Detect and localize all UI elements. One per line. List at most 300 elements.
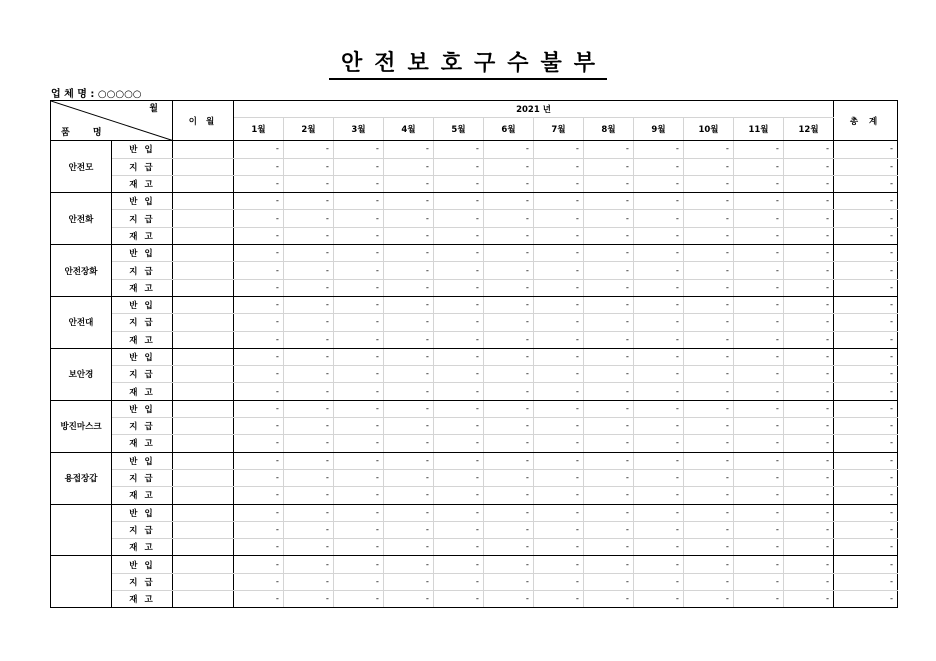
month-value-cell: - — [334, 141, 384, 158]
header-item-label: 품 명 — [61, 128, 112, 139]
month-value-cell: - — [584, 573, 634, 590]
total-cell: - — [834, 331, 898, 348]
month-value-cell: - — [684, 418, 734, 435]
month-value-cell: - — [334, 227, 384, 244]
month-value-cell: - — [634, 452, 684, 469]
month-value-cell: - — [734, 348, 784, 365]
month-value-cell: - — [234, 314, 284, 331]
month-value-cell: - — [434, 452, 484, 469]
month-value-cell: - — [584, 469, 634, 486]
table-row — [51, 591, 898, 608]
month-value-cell: - — [334, 418, 384, 435]
row-type-label: 재 고 — [112, 279, 173, 296]
month-value-cell: - — [584, 383, 634, 400]
month-value-cell: - — [434, 348, 484, 365]
month-value-cell: - — [584, 314, 634, 331]
month-value-cell: - — [484, 591, 534, 608]
table-row — [51, 141, 898, 158]
month-value-cell: - — [484, 227, 534, 244]
month-value-cell: - — [284, 193, 334, 210]
row-type-label: 지 급 — [112, 469, 173, 486]
month-value-cell: - — [684, 210, 734, 227]
month-value-cell: - — [734, 245, 784, 262]
month-value-cell: - — [434, 521, 484, 538]
month-value-cell: - — [784, 245, 834, 262]
month-value-cell: - — [434, 573, 484, 590]
month-value-cell: - — [284, 227, 334, 244]
month-value-cell: - — [684, 279, 734, 296]
item-name: 안전장화 — [51, 245, 112, 297]
table-row — [51, 573, 898, 590]
item-name: 안전모 — [51, 141, 112, 193]
month-value-cell: - — [584, 193, 634, 210]
month-value-cell: - — [434, 435, 484, 452]
month-value-cell: - — [684, 227, 734, 244]
month-value-cell: - — [384, 400, 434, 417]
month-value-cell: - — [734, 158, 784, 175]
month-value-cell: - — [784, 366, 834, 383]
month-value-cell: - — [634, 210, 684, 227]
month-value-cell: - — [434, 210, 484, 227]
header-month-12: 12월 — [784, 118, 834, 141]
month-value-cell: - — [484, 556, 534, 573]
month-value-cell: - — [384, 193, 434, 210]
table-row — [51, 296, 898, 313]
month-value-cell: - — [334, 210, 384, 227]
month-value-cell: - — [384, 521, 434, 538]
month-value-cell: - — [684, 435, 734, 452]
total-cell: - — [834, 435, 898, 452]
month-value-cell: - — [434, 366, 484, 383]
month-value-cell: - — [634, 175, 684, 192]
month-value-cell: - — [284, 539, 334, 556]
month-value-cell: - — [384, 469, 434, 486]
month-value-cell: - — [634, 573, 684, 590]
row-type-label: 지 급 — [112, 521, 173, 538]
month-value-cell: - — [534, 296, 584, 313]
total-cell: - — [834, 175, 898, 192]
month-value-cell: - — [334, 348, 384, 365]
month-value-cell: - — [384, 227, 434, 244]
month-value-cell: - — [384, 418, 434, 435]
month-value-cell: - — [434, 193, 484, 210]
month-value-cell: - — [534, 556, 584, 573]
month-value-cell: - — [534, 348, 584, 365]
item-name: 보안경 — [51, 348, 112, 400]
month-value-cell: - — [734, 521, 784, 538]
row-type-label: 지 급 — [112, 573, 173, 590]
month-value-cell: - — [384, 158, 434, 175]
carry-over-cell — [173, 158, 234, 175]
month-value-cell: - — [634, 539, 684, 556]
month-value-cell: - — [684, 556, 734, 573]
month-value-cell: - — [734, 227, 784, 244]
carry-over-cell — [173, 504, 234, 521]
month-value-cell: - — [534, 452, 584, 469]
month-value-cell: - — [384, 245, 434, 262]
carry-over-cell — [173, 487, 234, 504]
row-type-label: 지 급 — [112, 366, 173, 383]
total-cell: - — [834, 400, 898, 417]
table-row — [51, 487, 898, 504]
month-value-cell: - — [334, 573, 384, 590]
month-value-cell: - — [234, 469, 284, 486]
month-value-cell: - — [434, 279, 484, 296]
row-type-label: 반 입 — [112, 193, 173, 210]
month-value-cell: - — [234, 348, 284, 365]
month-value-cell: - — [334, 245, 384, 262]
month-value-cell: - — [634, 331, 684, 348]
month-value-cell: - — [784, 314, 834, 331]
month-value-cell: - — [334, 296, 384, 313]
month-value-cell: - — [534, 418, 584, 435]
page-title: 안전보호구수불부 — [0, 46, 936, 77]
month-value-cell: - — [234, 400, 284, 417]
total-cell: - — [834, 279, 898, 296]
total-cell: - — [834, 418, 898, 435]
month-value-cell: - — [334, 366, 384, 383]
month-value-cell: - — [634, 193, 684, 210]
month-value-cell: - — [284, 366, 334, 383]
month-value-cell: - — [534, 227, 584, 244]
month-value-cell: - — [384, 348, 434, 365]
total-cell: - — [834, 521, 898, 538]
month-value-cell: - — [434, 175, 484, 192]
month-value-cell: - — [434, 556, 484, 573]
header-month-label: 월 — [149, 104, 158, 114]
row-type-label: 재 고 — [112, 539, 173, 556]
month-value-cell: - — [784, 262, 834, 279]
month-value-cell: - — [534, 400, 584, 417]
month-value-cell: - — [334, 487, 384, 504]
month-value-cell: - — [484, 366, 534, 383]
month-value-cell: - — [284, 262, 334, 279]
company-name: 업 체 명 : ○○○○○ — [51, 89, 142, 100]
month-value-cell: - — [484, 245, 534, 262]
header-month-11: 11월 — [734, 118, 784, 141]
month-value-cell: - — [284, 452, 334, 469]
month-value-cell: - — [284, 418, 334, 435]
month-value-cell: - — [484, 435, 534, 452]
total-cell: - — [834, 366, 898, 383]
month-value-cell: - — [784, 418, 834, 435]
month-value-cell: - — [334, 193, 384, 210]
month-value-cell: - — [284, 141, 334, 158]
total-cell: - — [834, 469, 898, 486]
item-name: 방진마스크 — [51, 400, 112, 452]
month-value-cell: - — [734, 504, 784, 521]
month-value-cell: - — [684, 539, 734, 556]
month-value-cell: - — [584, 279, 634, 296]
month-value-cell: - — [434, 487, 484, 504]
month-value-cell: - — [684, 193, 734, 210]
month-value-cell: - — [384, 452, 434, 469]
month-value-cell: - — [584, 504, 634, 521]
carry-over-cell — [173, 418, 234, 435]
month-value-cell: - — [284, 279, 334, 296]
table-row — [51, 556, 898, 573]
month-value-cell: - — [534, 262, 584, 279]
month-value-cell: - — [434, 418, 484, 435]
total-cell: - — [834, 573, 898, 590]
month-value-cell: - — [784, 591, 834, 608]
month-value-cell: - — [584, 210, 634, 227]
header-month-7: 7월 — [534, 118, 584, 141]
row-type-label: 반 입 — [112, 141, 173, 158]
month-value-cell: - — [634, 504, 684, 521]
month-value-cell: - — [284, 296, 334, 313]
table-row — [51, 539, 898, 556]
month-value-cell: - — [634, 296, 684, 313]
month-value-cell: - — [434, 296, 484, 313]
month-value-cell: - — [584, 452, 634, 469]
month-value-cell: - — [784, 279, 834, 296]
month-value-cell: - — [784, 400, 834, 417]
row-type-label: 반 입 — [112, 504, 173, 521]
month-value-cell: - — [634, 435, 684, 452]
month-value-cell: - — [584, 331, 634, 348]
month-value-cell: - — [584, 539, 634, 556]
month-value-cell: - — [634, 591, 684, 608]
carry-over-cell — [173, 262, 234, 279]
header-month-8: 8월 — [584, 118, 634, 141]
month-value-cell: - — [634, 383, 684, 400]
table-row — [51, 314, 898, 331]
month-value-cell: - — [384, 296, 434, 313]
month-value-cell: - — [534, 573, 584, 590]
month-value-cell: - — [634, 400, 684, 417]
carry-over-cell — [173, 348, 234, 365]
month-value-cell: - — [734, 296, 784, 313]
month-value-cell: - — [484, 158, 534, 175]
month-value-cell: - — [334, 262, 384, 279]
month-value-cell: - — [634, 262, 684, 279]
table-row — [51, 210, 898, 227]
month-value-cell: - — [484, 296, 534, 313]
month-value-cell: - — [784, 556, 834, 573]
month-value-cell: - — [434, 314, 484, 331]
month-value-cell: - — [284, 245, 334, 262]
carry-over-cell — [173, 539, 234, 556]
month-value-cell: - — [684, 504, 734, 521]
month-value-cell: - — [484, 504, 534, 521]
header-corner — [51, 101, 173, 141]
month-value-cell: - — [584, 158, 634, 175]
header-month-10: 10월 — [684, 118, 734, 141]
carry-over-cell — [173, 435, 234, 452]
row-type-label: 지 급 — [112, 158, 173, 175]
month-value-cell: - — [234, 383, 284, 400]
month-value-cell: - — [484, 141, 534, 158]
month-value-cell: - — [734, 262, 784, 279]
row-type-label: 재 고 — [112, 487, 173, 504]
table-row — [51, 418, 898, 435]
month-value-cell: - — [384, 487, 434, 504]
month-value-cell: - — [334, 400, 384, 417]
month-value-cell: - — [484, 262, 534, 279]
month-value-cell: - — [384, 262, 434, 279]
month-value-cell: - — [234, 521, 284, 538]
month-value-cell: - — [534, 245, 584, 262]
month-value-cell: - — [234, 331, 284, 348]
table-row — [51, 193, 898, 210]
month-value-cell: - — [234, 227, 284, 244]
month-value-cell: - — [684, 487, 734, 504]
month-value-cell: - — [634, 227, 684, 244]
month-value-cell: - — [534, 521, 584, 538]
month-value-cell: - — [634, 279, 684, 296]
carry-over-cell — [173, 556, 234, 573]
month-value-cell: - — [534, 193, 584, 210]
total-cell: - — [834, 487, 898, 504]
month-value-cell: - — [784, 296, 834, 313]
month-value-cell: - — [534, 539, 584, 556]
row-type-label: 반 입 — [112, 452, 173, 469]
total-cell: - — [834, 193, 898, 210]
month-value-cell: - — [684, 245, 734, 262]
month-value-cell: - — [584, 227, 634, 244]
month-value-cell: - — [284, 573, 334, 590]
month-value-cell: - — [384, 279, 434, 296]
month-value-cell: - — [384, 539, 434, 556]
month-value-cell: - — [234, 435, 284, 452]
month-value-cell: - — [384, 573, 434, 590]
month-value-cell: - — [784, 539, 834, 556]
carry-over-cell — [173, 452, 234, 469]
month-value-cell: - — [634, 314, 684, 331]
total-cell: - — [834, 262, 898, 279]
total-cell: - — [834, 383, 898, 400]
total-cell: - — [834, 141, 898, 158]
carry-over-cell — [173, 279, 234, 296]
month-value-cell: - — [284, 487, 334, 504]
carry-over-cell — [173, 314, 234, 331]
table-row — [51, 331, 898, 348]
month-value-cell: - — [234, 296, 284, 313]
header-month-3: 3월 — [334, 118, 384, 141]
total-cell: - — [834, 539, 898, 556]
month-value-cell: - — [334, 504, 384, 521]
table-row — [51, 158, 898, 175]
row-type-label: 반 입 — [112, 296, 173, 313]
month-value-cell: - — [784, 331, 834, 348]
carry-over-cell — [173, 331, 234, 348]
month-value-cell: - — [284, 556, 334, 573]
month-value-cell: - — [434, 383, 484, 400]
month-value-cell: - — [234, 193, 284, 210]
carry-over-cell — [173, 591, 234, 608]
month-value-cell: - — [584, 487, 634, 504]
month-value-cell: - — [234, 418, 284, 435]
row-type-label: 반 입 — [112, 556, 173, 573]
month-value-cell: - — [484, 418, 534, 435]
month-value-cell: - — [334, 314, 384, 331]
month-value-cell: - — [434, 400, 484, 417]
row-type-label: 재 고 — [112, 435, 173, 452]
month-value-cell: - — [434, 504, 484, 521]
month-value-cell: - — [484, 400, 534, 417]
total-cell: - — [834, 348, 898, 365]
month-value-cell: - — [384, 591, 434, 608]
month-value-cell: - — [784, 348, 834, 365]
month-value-cell: - — [334, 175, 384, 192]
month-value-cell: - — [534, 158, 584, 175]
header-carry-over: 이 월 — [173, 101, 234, 141]
month-value-cell: - — [334, 331, 384, 348]
month-value-cell: - — [484, 573, 534, 590]
month-value-cell: - — [784, 573, 834, 590]
carry-over-cell — [173, 175, 234, 192]
month-value-cell: - — [384, 504, 434, 521]
month-value-cell: - — [434, 469, 484, 486]
month-value-cell: - — [484, 383, 534, 400]
table-row — [51, 366, 898, 383]
month-value-cell: - — [784, 193, 834, 210]
month-value-cell: - — [234, 591, 284, 608]
header-total: 총 계 — [834, 101, 898, 141]
month-value-cell: - — [684, 591, 734, 608]
row-type-label: 재 고 — [112, 591, 173, 608]
month-value-cell: - — [284, 435, 334, 452]
row-type-label: 지 급 — [112, 314, 173, 331]
month-value-cell: - — [734, 418, 784, 435]
month-value-cell: - — [634, 245, 684, 262]
month-value-cell: - — [384, 435, 434, 452]
month-value-cell: - — [684, 573, 734, 590]
month-value-cell: - — [234, 158, 284, 175]
month-value-cell: - — [684, 314, 734, 331]
month-value-cell: - — [534, 366, 584, 383]
month-value-cell: - — [734, 331, 784, 348]
table-row — [51, 227, 898, 244]
safety-equipment-ledger-table — [50, 100, 898, 608]
month-value-cell: - — [684, 348, 734, 365]
month-value-cell: - — [684, 331, 734, 348]
month-value-cell: - — [334, 279, 384, 296]
month-value-cell: - — [784, 210, 834, 227]
month-value-cell: - — [434, 539, 484, 556]
header-month-5: 5월 — [434, 118, 484, 141]
item-name — [51, 556, 112, 608]
month-value-cell: - — [784, 469, 834, 486]
month-value-cell: - — [434, 331, 484, 348]
month-value-cell: - — [234, 366, 284, 383]
month-value-cell: - — [584, 400, 634, 417]
month-value-cell: - — [384, 210, 434, 227]
item-name — [51, 504, 112, 556]
month-value-cell: - — [434, 158, 484, 175]
month-value-cell: - — [534, 504, 584, 521]
table-row — [51, 400, 898, 417]
month-value-cell: - — [634, 487, 684, 504]
total-cell: - — [834, 314, 898, 331]
month-value-cell: - — [684, 175, 734, 192]
month-value-cell: - — [284, 521, 334, 538]
month-value-cell: - — [234, 141, 284, 158]
month-value-cell: - — [334, 539, 384, 556]
month-value-cell: - — [734, 210, 784, 227]
row-type-label: 재 고 — [112, 175, 173, 192]
month-value-cell: - — [684, 158, 734, 175]
month-value-cell: - — [584, 348, 634, 365]
month-value-cell: - — [684, 296, 734, 313]
month-value-cell: - — [484, 469, 534, 486]
month-value-cell: - — [584, 245, 634, 262]
month-value-cell: - — [534, 314, 584, 331]
carry-over-cell — [173, 366, 234, 383]
month-value-cell: - — [534, 175, 584, 192]
month-value-cell: - — [784, 435, 834, 452]
